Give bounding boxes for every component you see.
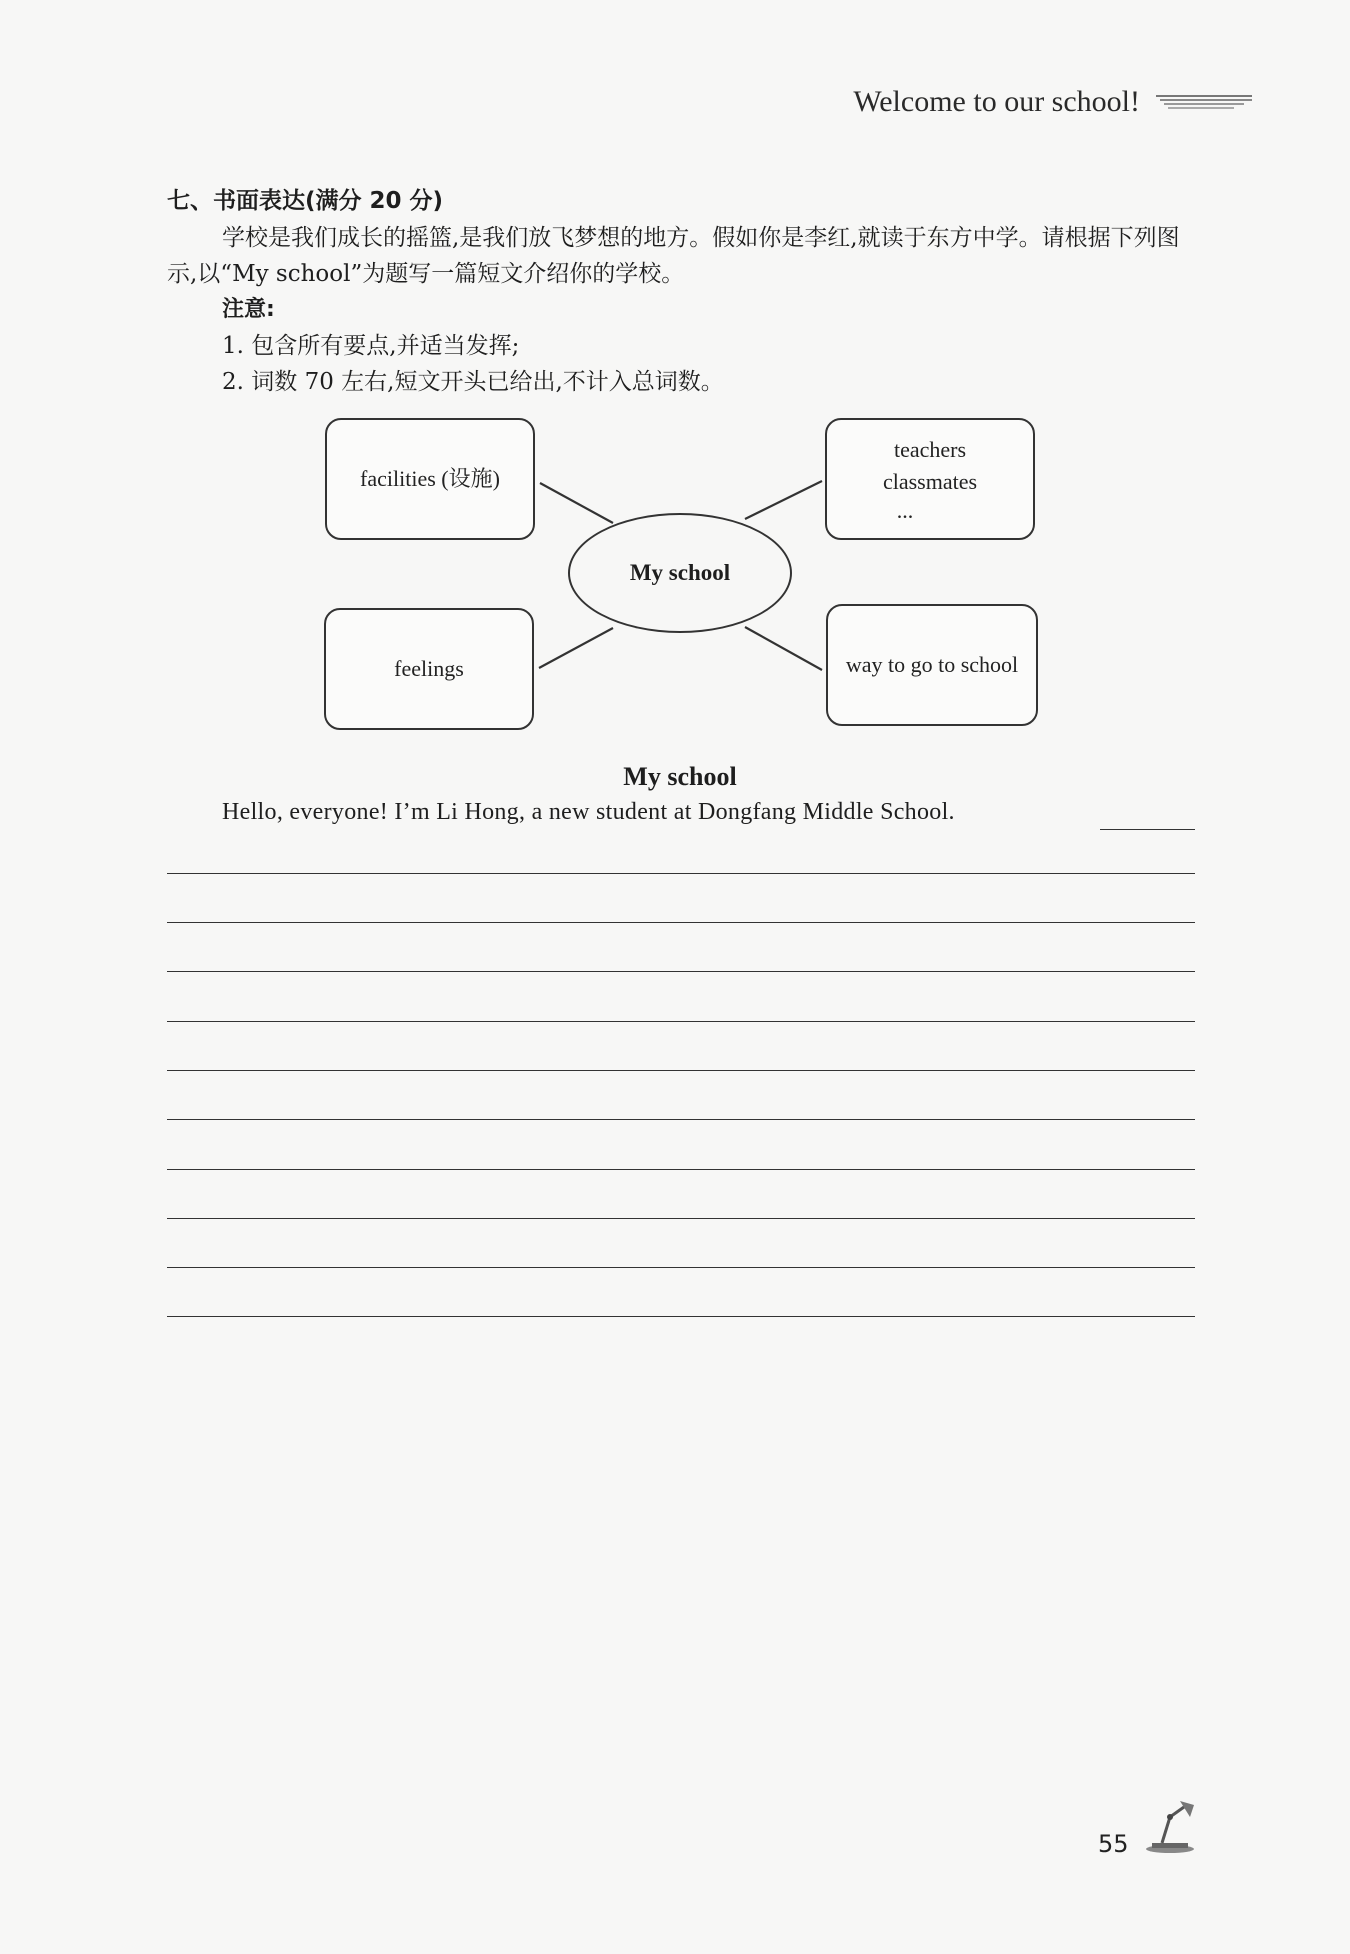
note-label: 注意:	[222, 297, 275, 322]
writing-line[interactable]	[167, 922, 1195, 923]
header-title: Welcome to our school!	[853, 85, 1140, 118]
node-label: way to go to school	[845, 652, 1019, 677]
writing-line[interactable]	[167, 1070, 1195, 1071]
writing-line[interactable]	[167, 1218, 1195, 1219]
writing-line[interactable]	[167, 1267, 1195, 1268]
note-item: 1. 包含所有要点,并适当发挥;	[222, 333, 520, 359]
writing-line[interactable]	[167, 1316, 1195, 1317]
speed-lines-icon	[1154, 93, 1254, 111]
node-label: facilities (设施)	[360, 466, 500, 491]
mind-map-node-way	[826, 604, 1038, 726]
node-label: classmates	[882, 469, 978, 494]
note-item: 2. 词数 70 左右,短文开头已给出,不计入总词数。	[222, 369, 724, 395]
essay-opening: Hello, everyone! I’m Li Hong, a new student at Dongfang Middle School.	[222, 799, 955, 825]
answer-blank[interactable]	[1100, 829, 1195, 830]
mind-map-node-people	[825, 418, 1035, 540]
section-title: 七、书面表达(满分 20 分)	[167, 188, 444, 214]
mind-map-node-facilities	[325, 418, 535, 540]
writing-line[interactable]	[167, 1119, 1195, 1120]
desk-lamp-icon	[1140, 1795, 1200, 1855]
writing-line[interactable]	[167, 873, 1195, 874]
mind-map-center	[568, 513, 792, 633]
node-label: teachers	[893, 437, 967, 462]
node-label: ...	[896, 498, 914, 523]
node-label: feelings	[394, 656, 464, 681]
mind-map-node-feelings	[324, 608, 534, 730]
center-label: My school	[629, 560, 731, 585]
essay-title: My school	[623, 762, 737, 791]
writing-line[interactable]	[167, 1169, 1195, 1170]
page-number: 55	[1098, 1830, 1129, 1858]
mind-map	[320, 413, 1045, 738]
running-header	[853, 84, 1254, 120]
task-instruction: 学校是我们成长的摇篮,是我们放飞梦想的地方。假如你是李红,就读于东方中学。请根据下列图示,以“My school”为题写一篇短文介绍你的学校。	[167, 225, 1180, 287]
writing-line[interactable]	[167, 971, 1195, 972]
writing-line[interactable]	[167, 1021, 1195, 1022]
